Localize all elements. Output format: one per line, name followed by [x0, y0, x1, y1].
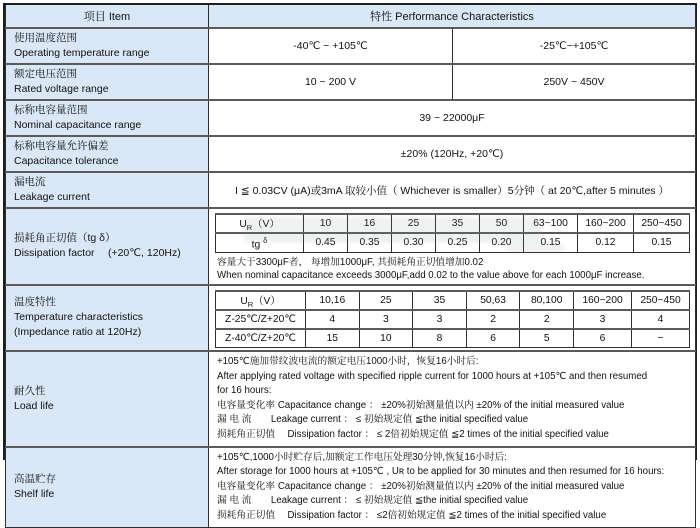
voltage-col: 35 — [413, 291, 467, 310]
rated-voltage-header: $U_R(V)$ — [216, 214, 304, 233]
z-ratio-value: 10 — [359, 329, 413, 348]
label-en: Capacitance tolerance — [14, 155, 119, 167]
z-ratio-value: 3 — [359, 310, 413, 329]
temperature-characteristics-content — [209, 285, 696, 352]
z-minus25-label: Z-25℃/Z+20℃ — [216, 310, 306, 329]
voltage-col: 10,16 — [306, 291, 360, 310]
tg-value: 0.30 — [392, 233, 436, 252]
z-ratio-value: 6 — [466, 329, 520, 348]
spec-sheet — [3, 3, 697, 522]
rated-voltage-low-range: 10 ~ 200 V — [209, 64, 453, 100]
nominal-capacitance-value: 39 ~ 22000μF — [209, 100, 696, 136]
item-label-temperature-characteristics — [6, 285, 209, 352]
load-life-content — [209, 351, 696, 447]
row-nominal-capacitance — [6, 100, 696, 136]
label-cn: 标称电容量允许偏差 — [14, 140, 109, 152]
row-dissipation-factor — [6, 208, 696, 285]
label-cn: 使用温度范围 — [14, 32, 77, 44]
label-en: Shelf life — [14, 488, 55, 501]
z-ratio-value: 4 — [632, 310, 690, 329]
voltage-col: 80,100 — [520, 291, 574, 310]
table-header-row — [6, 5, 696, 28]
label-en: Dissipation factor (+20℃, 120Hz) — [14, 247, 181, 260]
label-cn: 高温贮存 — [14, 473, 56, 486]
label-cn: 耐久性 — [14, 384, 46, 397]
voltage-col: 10 — [304, 214, 348, 233]
tg-delta-label: tg $^\delta$ — [216, 233, 304, 252]
z-ratio-value: − — [632, 329, 690, 348]
item-label-shelf-life — [6, 447, 209, 527]
voltage-col: 35 — [436, 214, 480, 233]
table-row — [216, 233, 690, 252]
row-capacitance-tolerance — [6, 136, 696, 172]
leakage-current-value: I ≦ 0.03CV (μA)或3mA 取较小值（ Whichever is smaller）5分钟（ at 20℃,after 5 minutes ） — [209, 172, 696, 208]
dissipation-note-cn: 容量大于3300μF者， 每增加1000μF, 其损耗角正切值增加0.02 — [217, 256, 484, 268]
tg-value: 0.12 — [578, 233, 634, 252]
row-operating-temperature — [6, 28, 696, 64]
shelf-life-line: 电容量变化率 Capacitance change ： ±20%初始测量值以内 ±20% of the initial measured value — [217, 480, 625, 492]
z-ratio-value: 3 — [413, 310, 467, 329]
tg-value: 0.35 — [348, 233, 392, 252]
label-en: Nominal capacitance range — [14, 119, 142, 131]
tg-value: 0.45 — [304, 233, 348, 252]
z-minus40-label: Z-40℃/Z+20℃ — [216, 329, 306, 348]
operating-temperature-high-range: -25℃~+105℃ — [453, 28, 696, 64]
dissipation-factor-content — [209, 208, 696, 285]
row-shelf-life — [6, 447, 696, 527]
load-life-line: 电容量变化率 Capacitance change ： ±20%初始测量值以内 ±20% of the initial measured value — [217, 399, 625, 411]
item-label-rated-voltage — [6, 64, 209, 100]
shelf-life-line: After storage for 1000 hours at +105℃ , Uʀ to be applied for 30 minutes and then resumed for 16 hours: — [217, 466, 665, 478]
label-en: Operating temperature range — [14, 47, 150, 59]
operating-temperature-low-range: -40℃ ~ +105℃ — [209, 28, 453, 64]
item-label-leakage-current — [6, 172, 209, 208]
shelf-life-line: 损耗角正切值 Dissipation factor ： ≤2倍初始规定值 ≦2 times of the initial specified value — [217, 510, 607, 522]
load-life-line: 损耗角正切值 Dissipation factor ： ≤ 2倍初始规定值 ≦2 times of the initial specified value — [217, 429, 609, 441]
label-cn: 额定电压范围 — [14, 68, 77, 80]
label-en: Leakage current — [14, 191, 90, 203]
load-life-line: +105℃施加带纹波电流的额定电压1000小时，恢复16小时后: — [217, 356, 479, 368]
label-cn: 标称电容量范围 — [14, 104, 88, 116]
row-rated-voltage — [6, 64, 696, 100]
voltage-col: 16 — [348, 214, 392, 233]
dissipation-note-en: When nominal capacitance exceeds 3000μF,add 0.02 to the value above for each 1000μF increase. — [217, 269, 645, 281]
load-life-line: for 16 hours: — [217, 385, 272, 397]
capacitance-tolerance-value: ±20% (120Hz, +20℃) — [209, 136, 696, 172]
shelf-life-line: 漏 电 流 Leakage current ： ≤ 初始规定值 ≦the initial specified value — [217, 495, 529, 507]
z-ratio-value: 3 — [574, 310, 632, 329]
z-ratio-value: 5 — [520, 329, 574, 348]
tg-value: 0.20 — [480, 233, 524, 252]
label-cn: 损耗角正切值（tg δ） — [14, 232, 116, 245]
column-header-performance: 特性 Performance Characteristics — [209, 5, 696, 28]
z-ratio-value: 2 — [466, 310, 520, 329]
item-label-operating-temperature — [6, 28, 209, 64]
voltage-col: 250~450 — [632, 291, 690, 310]
z-ratio-value: 6 — [574, 329, 632, 348]
rated-voltage-high-range: 250V ~ 450V — [453, 64, 696, 100]
z-ratio-value: 2 — [520, 310, 574, 329]
impedance-ratio-table — [215, 290, 690, 349]
item-label-load-life — [6, 351, 209, 447]
label-en2: (Impedance ratio at 120Hz) — [14, 326, 142, 339]
load-life-line: 漏 电 流 Leakage current ： ≤ 初始规定值 ≦the initial specified value — [217, 414, 529, 426]
dissipation-factor-table — [215, 213, 690, 253]
load-life-line: After applying rated voltage with specified ripple current for 1000 hours at +105℃ and then resumed — [217, 370, 648, 382]
voltage-col: 250~450 — [634, 214, 690, 233]
tg-value: 0.15 — [524, 233, 578, 252]
voltage-col: 25 — [392, 214, 436, 233]
table-row — [216, 329, 690, 348]
row-load-life — [6, 351, 696, 447]
voltage-col: 50,63 — [466, 291, 520, 310]
item-label-dissipation-factor — [6, 208, 209, 285]
label-en: Load life — [14, 399, 54, 412]
label-cn: 温度特性 — [14, 296, 56, 309]
label-en: Temperature characteristics — [14, 311, 143, 324]
row-temperature-characteristics — [6, 285, 696, 352]
rated-voltage-header: $U_R(V)$ — [216, 291, 306, 310]
z-ratio-value: 8 — [413, 329, 467, 348]
shelf-life-content — [209, 447, 696, 527]
voltage-col: 25 — [359, 291, 413, 310]
tg-value: 0.15 — [634, 233, 690, 252]
performance-characteristics-table — [5, 5, 696, 528]
voltage-col: 160~200 — [574, 291, 632, 310]
voltage-col: 50 — [480, 214, 524, 233]
z-ratio-value: 15 — [306, 329, 360, 348]
table-row — [216, 291, 690, 310]
item-label-nominal-capacitance — [6, 100, 209, 136]
voltage-col: 63~100 — [524, 214, 578, 233]
item-label-capacitance-tolerance — [6, 136, 209, 172]
label-cn: 漏电流 — [14, 176, 46, 188]
voltage-col: 160~200 — [578, 214, 634, 233]
column-header-item: 项目 Item — [6, 5, 209, 28]
row-leakage-current — [6, 172, 696, 208]
z-ratio-value: 4 — [306, 310, 360, 329]
table-row — [216, 310, 690, 329]
label-en: Rated voltage range — [14, 83, 109, 95]
shelf-life-line: +105℃,1000小时贮存后,加额定工作电压处理30分钟,恢复16小时后: — [217, 451, 508, 463]
table-row — [216, 214, 690, 233]
tg-value: 0.25 — [436, 233, 480, 252]
